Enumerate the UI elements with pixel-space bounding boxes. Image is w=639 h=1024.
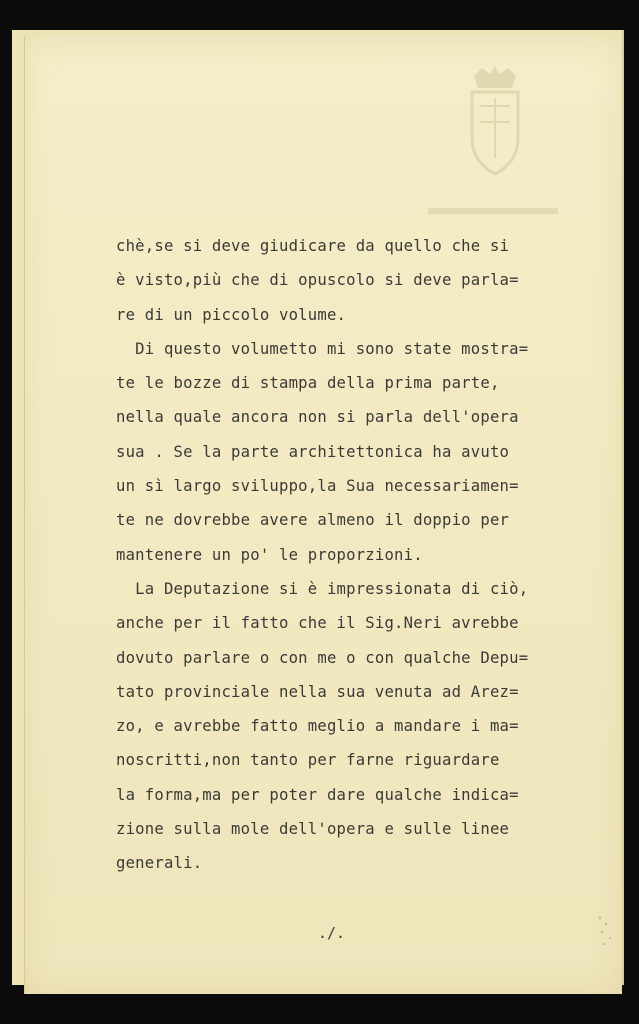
letter-line: un sì largo sviluppo,la Sua necessariamen= bbox=[116, 477, 519, 496]
letter-line: dovuto parlare o con me o con qualche Depu= bbox=[116, 648, 529, 667]
letter-body bbox=[116, 229, 616, 881]
letter-line: chè,se si deve giudicare da quello che si bbox=[116, 237, 510, 255]
letter-line: nella quale ancora non si parla dell'opera bbox=[116, 408, 519, 427]
letter-line: zione sulla mole dell'opera e sulle linee bbox=[116, 820, 510, 839]
letter-line: zo, e avrebbe fatto meglio a mandare i ma= bbox=[116, 717, 519, 736]
letter-line: te ne dovrebbe avere almeno il doppio per bbox=[116, 511, 510, 530]
letter-line: La Deputazione si è impressionata di ciò, bbox=[116, 579, 529, 598]
letter-line: te le bozze di stampa della prima parte, bbox=[116, 374, 500, 393]
letter-line: re di un piccolo volume. bbox=[116, 305, 347, 324]
letter-line: generali. bbox=[116, 854, 203, 873]
page-edge bbox=[24, 36, 25, 994]
letterhead-crest-icon bbox=[460, 66, 530, 178]
letter-line: sua . Se la parte architettonica ha avuto bbox=[116, 442, 510, 461]
letterhead-caption-mark bbox=[428, 204, 558, 218]
letter-line: Di questo volumetto mi sono state mostra= bbox=[116, 339, 529, 358]
continuation-mark: ./. bbox=[318, 924, 346, 942]
letter-line: tato provinciale nella sua venuta ad Arez= bbox=[116, 682, 519, 701]
letter-line: la forma,ma per poter dare qualche indica= bbox=[116, 785, 519, 804]
letter-line: mantenere un po' le proporzioni. bbox=[116, 545, 423, 564]
letter-line: è visto,più che di opuscolo si deve parla= bbox=[116, 271, 519, 290]
letter-line: anche per il fatto che il Sig.Neri avrebbe bbox=[116, 614, 519, 633]
paper-stain bbox=[596, 912, 616, 952]
letter-line: noscritti,non tanto per farne riguardare bbox=[116, 751, 500, 770]
